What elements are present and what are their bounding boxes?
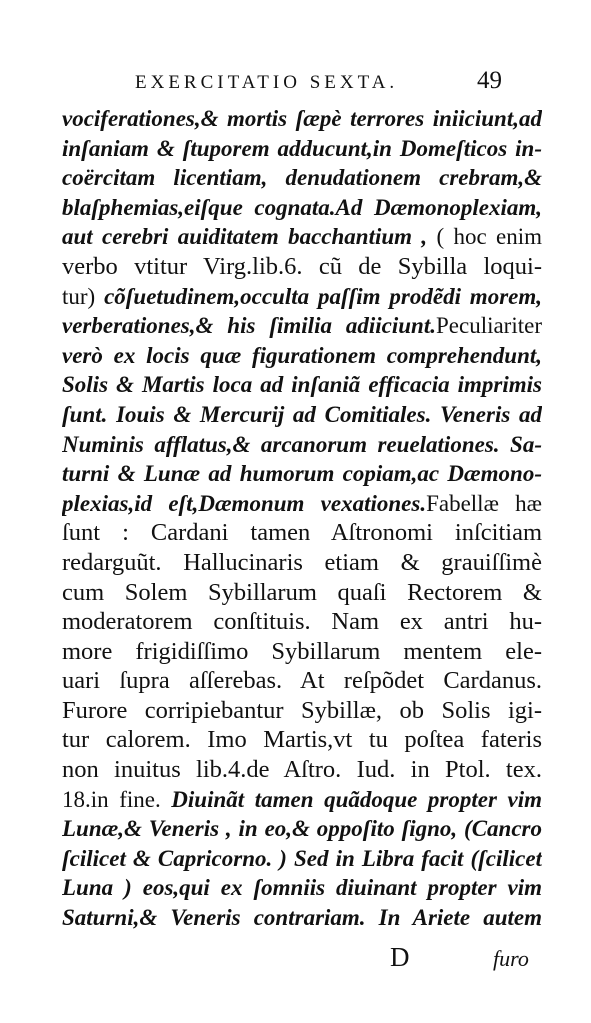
italic-run: inſaniam & ſtuporem adducunt,in Domeſticos in- (62, 135, 542, 161)
italic-run: Luna ) eos,qui ex ſomniis diuinant propter vim (62, 875, 542, 901)
text-line (62, 755, 542, 785)
text-line (62, 341, 542, 371)
italic-run: coërcitam licentiam, denudationem crebram,& (62, 165, 542, 191)
text-line (62, 252, 542, 282)
text-line (62, 222, 542, 252)
text-line (62, 134, 542, 164)
text-line (62, 903, 542, 933)
text-line (62, 844, 542, 874)
italic-run: turni & Lunæ ad humorum copiam,ac Dæmono- (62, 461, 542, 487)
italic-run: Lunæ,& Veneris , in eo,& oppoſito ſigno, (Cancro (62, 816, 542, 842)
roman-run: 18.in fine. (62, 786, 161, 812)
text-line (62, 578, 542, 608)
roman-run: more frigidiſſimo Sybillarum mentem ele- (62, 637, 542, 665)
italic-run: vociferationes,& mortis ſæpè terrores iniiciunt,ad (62, 106, 542, 131)
roman-run: cum Solem Sybillarum quaſi Rectorem & (62, 578, 542, 606)
text-line (62, 459, 542, 489)
roman-run: verbo vtitur Virg.lib.6. cũ de Sybilla loqui- (62, 252, 542, 280)
text-line (62, 193, 542, 223)
body-text (62, 104, 542, 933)
text-line (62, 282, 542, 312)
italic-run: verberationes,& his ſimilia adiiciunt. (62, 313, 436, 339)
italic-run: ſcilicet & Capricorno. ) Sed in Libra facit (ſcilicet (62, 845, 542, 871)
text-line (62, 873, 542, 903)
italic-run: Solis & Martis loca ad inſaniã efficacia imprimis (62, 372, 542, 398)
roman-run: tur) (62, 283, 96, 309)
text-line (62, 637, 542, 667)
roman-run: non inuitus lib.4.de Aſtro. Iud. in Ptol. tex. (62, 756, 542, 784)
italic-run: plexias,id eſt,Dæmonum vexationes. (62, 490, 427, 516)
running-head-title: EXERCITATIO SEXTA. (135, 72, 399, 93)
roman-run: tur calorem. Imo Martis,vt tu poſtea fateris (62, 726, 542, 754)
text-line (62, 489, 542, 519)
roman-run: ſunt : Cardani tamen Aſtronomi inſcitiam (62, 519, 542, 547)
text-line (62, 430, 542, 460)
text-line (62, 163, 542, 193)
roman-run: uari ſupra aſſerebas. At reſpõdet Cardanus. (62, 667, 542, 695)
signature-mark: D (390, 942, 410, 972)
running-head (0, 67, 591, 100)
roman-run: redarguũt. Hallucinaris etiam & grauiſſimè (62, 548, 542, 576)
catchword: furo (493, 946, 529, 971)
page-number: 49 (477, 67, 502, 94)
roman-run: Furore corripiebantur Sybillæ, ob Solis igi- (62, 696, 542, 724)
text-line (62, 607, 542, 637)
roman-run: Peculiariter (435, 313, 542, 339)
text-line (62, 548, 542, 578)
text-line (62, 104, 542, 134)
text-line (62, 311, 542, 341)
italic-run: Saturni,& Veneris contrariam. In Ariete autem (62, 905, 542, 931)
italic-run: cõſuetudinem,occulta paſſim prodẽdi morem, (95, 283, 542, 309)
italic-run: aut cerebri auiditatem bacchantium , (62, 224, 428, 250)
italic-run: blaſphemias,eiſque cognata.Ad Dæmonoplexiam, (62, 194, 542, 220)
roman-run: ( hoc enim (427, 224, 542, 250)
page-footer (0, 942, 591, 982)
text-line (62, 785, 542, 815)
text-line (62, 814, 542, 844)
roman-run: Fabellæ hæ (426, 490, 542, 516)
text-line (62, 400, 542, 430)
roman-run: moderatorem conſtituis. Nam ex antri hu- (62, 608, 542, 636)
text-line (62, 725, 542, 755)
italic-run: Numinis afflatus,& arcanorum reuelationes. Sa- (62, 431, 542, 457)
text-line (62, 666, 542, 696)
text-line (62, 370, 542, 400)
italic-run: ſunt. Iouis & Mercurij ad Comitiales. Veneris ad (62, 401, 542, 427)
italic-run: verò ex locis quæ figurationem comprehendunt, (62, 342, 542, 368)
text-line (62, 518, 542, 548)
italic-run: Diuinãt tamen quãdoque propter vim (160, 786, 542, 812)
text-line (62, 696, 542, 726)
